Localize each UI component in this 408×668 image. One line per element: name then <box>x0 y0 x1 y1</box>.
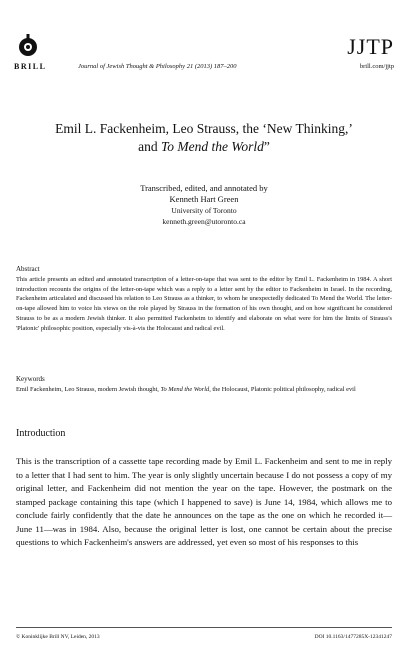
abstract-text: This article presents an edited and annotated transcription of a letter-on-tape that was sent to the editor by Emil L. Fackenheim in 1984. A short introduction recounts the origins of the letter-on-tape which was a reply to a letter sent by the editor to Fackenheim in Israel. In the recording, Fackenheim articulated and discussed his relation to Leo Strauss as a thinker, to whom he unexpectedly dedicated To Mend the World. The letter-on-tape allowed him to voice his views on the role played by Strauss in the formation of his own thought, and on how significant he considered Strauss to be as a modern Jewish thinker. It also permitted Fackenheim to identify and elaborate on what were for him the limits of Strauss's 'Platonic' philosophic position, especially vis-à-vis the Holocaust and radical evil. <box>16 276 392 332</box>
journal-url[interactable]: brill.com/jjtp <box>359 63 394 70</box>
keywords-part-2: , the Holocaust, Platonic political philosophy, radical evil <box>209 386 356 393</box>
title-line-2-prefix: and <box>138 139 161 154</box>
title-book-name: To Mend the World <box>160 139 264 154</box>
title-line-2 <box>20 138 388 156</box>
keywords-italic: To Mend the World <box>160 386 210 393</box>
author-affiliation: University of Toronto <box>171 206 237 215</box>
footer-divider <box>16 627 392 628</box>
journal-abbrev: JJTP <box>347 34 394 59</box>
keywords-text <box>16 385 392 395</box>
footer-copyright: © Koninklijke Brill NV, Leiden, 2013 <box>16 634 100 640</box>
article-title <box>20 120 388 156</box>
credit-line: Transcribed, edited, and annotated by <box>140 183 268 193</box>
abstract-heading: Abstract <box>16 265 40 273</box>
journal-citation: Journal of Jewish Thought & Philosophy 21 (2013) 187–200 <box>78 63 237 70</box>
author-name: Kenneth Hart Green <box>169 194 239 204</box>
footer-doi[interactable]: DOI 10.1163/1477285X-12341247 <box>314 634 392 640</box>
author-email[interactable]: kenneth.green@utoronto.ca <box>162 217 246 226</box>
introduction-heading: Introduction <box>16 428 66 439</box>
credit-block <box>60 183 348 227</box>
keywords-part-1: Emil Fackenheim, Leo Strauss, modern Jewish thought, <box>16 386 161 393</box>
introduction-text: This is the transcription of a cassette tape recording made by Emil L. Fackenheim and sent to me in reply to a letter that I had sent to him. The year is only slightly uncertain because I do not possess a copy of my original letter, and Fackenheim did not mention the year on the tape. However, the postmark on the stamped package containing this tape (which I happened to save) is June 14, 1984, which allows me to conclude fairly confidently that the date he announces on the tape as the one on which he recorded it—June 11—was in 1984. Also, because the original letter is lost, one cannot be certain about the precise questions to which Fackenheim's answers are addressed, yet even so most of his responses to this <box>16 456 392 547</box>
publisher-name: BRILL <box>14 62 47 71</box>
title-line-2-suffix: ” <box>263 139 270 154</box>
keywords-heading: Keywords <box>16 375 45 383</box>
brill-logo-icon <box>14 32 42 60</box>
title-line-1: Emil L. Fackenheim, Leo Strauss, the ‘New Thinking,’ <box>55 121 353 136</box>
